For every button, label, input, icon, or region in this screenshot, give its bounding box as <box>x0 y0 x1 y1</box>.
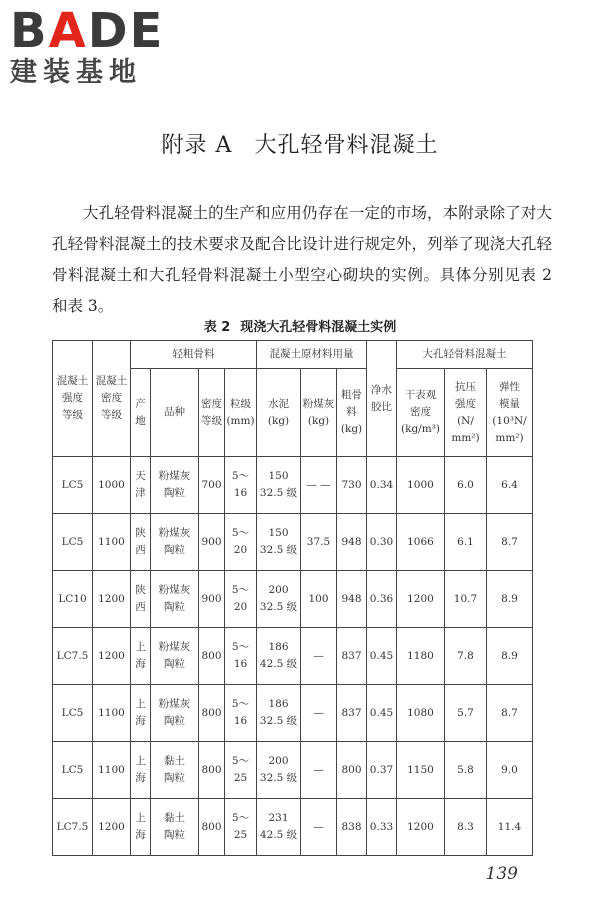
cell-density-grade: 1200 <box>93 628 131 685</box>
cell-strength-grade: LC7.5 <box>53 799 93 856</box>
page-number: 139 <box>485 864 518 884</box>
cell-origin: 陕 西 <box>131 514 151 571</box>
cell-cement: 200 32.5 级 <box>257 571 301 628</box>
cell-cement: 231 42.5 级 <box>257 799 301 856</box>
cell-coarse-agg: 948 <box>337 571 367 628</box>
cell-wc-ratio: 0.45 <box>367 685 397 742</box>
cell-cement: 200 32.5 级 <box>257 742 301 799</box>
cell-fly-ash: 100 <box>301 571 337 628</box>
cell-elastic-modulus: 8.7 <box>487 685 533 742</box>
brand-logo <box>10 3 180 90</box>
cell-origin: 上 海 <box>131 685 151 742</box>
cell-comp-strength: 5.7 <box>445 685 487 742</box>
table-row <box>53 571 533 628</box>
cell-origin: 上 海 <box>131 628 151 685</box>
cell-origin: 天 津 <box>131 457 151 514</box>
cell-grain-size: 5～16 <box>225 685 257 742</box>
cell-variety: 粉煤灰 陶粒 <box>151 571 199 628</box>
cell-dry-density: 1150 <box>397 742 445 799</box>
cell-cement: 150 32.5 级 <box>257 457 301 514</box>
table-row <box>53 514 533 571</box>
cell-wc-ratio: 0.33 <box>367 799 397 856</box>
header-wc-ratio: 净水 胶比 <box>367 341 397 457</box>
cell-origin: 上 海 <box>131 799 151 856</box>
cell-dry-density: 1200 <box>397 571 445 628</box>
cell-agg-density: 900 <box>199 514 225 571</box>
header-group-concrete: 大孔轻骨料混凝土 <box>397 341 533 369</box>
cell-elastic-modulus: 8.9 <box>487 628 533 685</box>
table-body <box>53 457 533 856</box>
cell-strength-grade: LC5 <box>53 457 93 514</box>
cell-dry-density: 1000 <box>397 457 445 514</box>
appendix-title <box>0 128 600 159</box>
table-caption <box>0 316 600 335</box>
concrete-examples-table <box>52 340 533 856</box>
cell-grain-size: 5～25 <box>225 742 257 799</box>
cell-coarse-agg: 837 <box>337 685 367 742</box>
header-variety: 品种 <box>151 369 199 457</box>
cell-elastic-modulus: 8.9 <box>487 571 533 628</box>
cell-comp-strength: 6.0 <box>445 457 487 514</box>
table-row <box>53 685 533 742</box>
header-origin: 产 地 <box>131 369 151 457</box>
cell-cement: 186 42.5 级 <box>257 628 301 685</box>
cell-fly-ash: — <box>301 799 337 856</box>
table-row <box>53 742 533 799</box>
cell-agg-density: 800 <box>199 685 225 742</box>
appendix-title-main: 大孔轻骨料混凝土 <box>254 133 439 158</box>
cell-variety: 粉煤灰 陶粒 <box>151 514 199 571</box>
cell-comp-strength: 8.3 <box>445 799 487 856</box>
cell-origin: 上 海 <box>131 742 151 799</box>
cell-strength-grade: LC5 <box>53 742 93 799</box>
cell-grain-size: 5～20 <box>225 514 257 571</box>
cell-dry-density: 1080 <box>397 685 445 742</box>
cell-grain-size: 5～25 <box>225 799 257 856</box>
table-row <box>53 457 533 514</box>
cell-variety: 粉煤灰 陶粒 <box>151 457 199 514</box>
cell-fly-ash: — <box>301 628 337 685</box>
cell-wc-ratio: 0.36 <box>367 571 397 628</box>
header-dry-density: 干表观 密度 (kg/m³) <box>397 369 445 457</box>
cell-strength-grade: LC5 <box>53 514 93 571</box>
cell-strength-grade: LC10 <box>53 571 93 628</box>
cell-agg-density: 800 <box>199 628 225 685</box>
header-cement: 水泥 (kg) <box>257 369 301 457</box>
cell-agg-density: 800 <box>199 742 225 799</box>
intro-paragraph: 大孔轻骨料混凝土的生产和应用仍存在一定的市场，本附录除了对大孔轻骨料混凝土的技术要求及配合比设计进行规定外，列举了现浇大孔轻骨料混凝土和大孔轻骨料混凝土小型空心砌块的实例。具体分别见表 2 和表 3。 <box>52 204 552 315</box>
cell-elastic-modulus: 6.4 <box>487 457 533 514</box>
header-group-coarse-aggregate: 轻粗骨料 <box>131 341 257 369</box>
cell-variety: 黏土 陶粒 <box>151 742 199 799</box>
cell-grain-size: 5～20 <box>225 571 257 628</box>
cell-wc-ratio: 0.30 <box>367 514 397 571</box>
cell-comp-strength: 10.7 <box>445 571 487 628</box>
cell-density-grade: 1100 <box>93 685 131 742</box>
appendix-title-prefix: 附录 A <box>161 133 233 158</box>
cell-comp-strength: 5.8 <box>445 742 487 799</box>
header-agg-density: 密度 等级 <box>199 369 225 457</box>
cell-dry-density: 1066 <box>397 514 445 571</box>
cell-coarse-agg: 838 <box>337 799 367 856</box>
header-coarse-agg: 粗骨 料 (kg) <box>337 369 367 457</box>
header-comp-strength: 抗压 强度 (N/ mm²) <box>445 369 487 457</box>
cell-coarse-agg: 730 <box>337 457 367 514</box>
cell-grain-size: 5～16 <box>225 457 257 514</box>
header-elastic-modulus: 弹性 模量 (10³N/ mm²) <box>487 369 533 457</box>
header-group-raw-material: 混凝土原材料用量 <box>257 341 367 369</box>
cell-density-grade: 1100 <box>93 742 131 799</box>
cell-density-grade: 1200 <box>93 799 131 856</box>
cell-comp-strength: 6.1 <box>445 514 487 571</box>
cell-coarse-agg: 800 <box>337 742 367 799</box>
cell-cement: 186 32.5 级 <box>257 685 301 742</box>
cell-strength-grade: LC5 <box>53 685 93 742</box>
header-density-grade: 混凝土 密度 等级 <box>93 341 131 457</box>
logo-chinese: 建装基地 <box>10 57 142 88</box>
header-strength-grade: 混凝土 强度 等级 <box>53 341 93 457</box>
table-caption-number: 表 2 <box>203 320 231 335</box>
table-caption-title: 现浇大孔轻骨料混凝土实例 <box>240 320 397 335</box>
cell-wc-ratio: 0.34 <box>367 457 397 514</box>
cell-agg-density: 700 <box>199 457 225 514</box>
cell-cement: 150 32.5 级 <box>257 514 301 571</box>
cell-variety: 黏土 陶粒 <box>151 799 199 856</box>
cell-origin: 陕 西 <box>131 571 151 628</box>
cell-density-grade: 1000 <box>93 457 131 514</box>
cell-coarse-agg: 948 <box>337 514 367 571</box>
cell-comp-strength: 7.8 <box>445 628 487 685</box>
cell-wc-ratio: 0.45 <box>367 628 397 685</box>
cell-grain-size: 5～16 <box>225 628 257 685</box>
cell-variety: 粉煤灰 陶粒 <box>151 628 199 685</box>
cell-wc-ratio: 0.37 <box>367 742 397 799</box>
cell-dry-density: 1200 <box>397 799 445 856</box>
cell-coarse-agg: 837 <box>337 628 367 685</box>
cell-strength-grade: LC7.5 <box>53 628 93 685</box>
cell-elastic-modulus: 11.4 <box>487 799 533 856</box>
cell-fly-ash: — — <box>301 457 337 514</box>
cell-density-grade: 1100 <box>93 514 131 571</box>
header-grain-size: 粒级 (mm) <box>225 369 257 457</box>
cell-fly-ash: 37.5 <box>301 514 337 571</box>
cell-agg-density: 900 <box>199 571 225 628</box>
cell-density-grade: 1200 <box>93 571 131 628</box>
cell-elastic-modulus: 8.7 <box>487 514 533 571</box>
logo-latin: BADE <box>10 3 165 59</box>
cell-fly-ash: — <box>301 685 337 742</box>
cell-dry-density: 1180 <box>397 628 445 685</box>
table-row <box>53 628 533 685</box>
cell-elastic-modulus: 9.0 <box>487 742 533 799</box>
cell-variety: 粉煤灰 陶粒 <box>151 685 199 742</box>
header-fly-ash: 粉煤灰 (kg) <box>301 369 337 457</box>
table-row <box>53 799 533 856</box>
cell-fly-ash: — <box>301 742 337 799</box>
cell-agg-density: 800 <box>199 799 225 856</box>
